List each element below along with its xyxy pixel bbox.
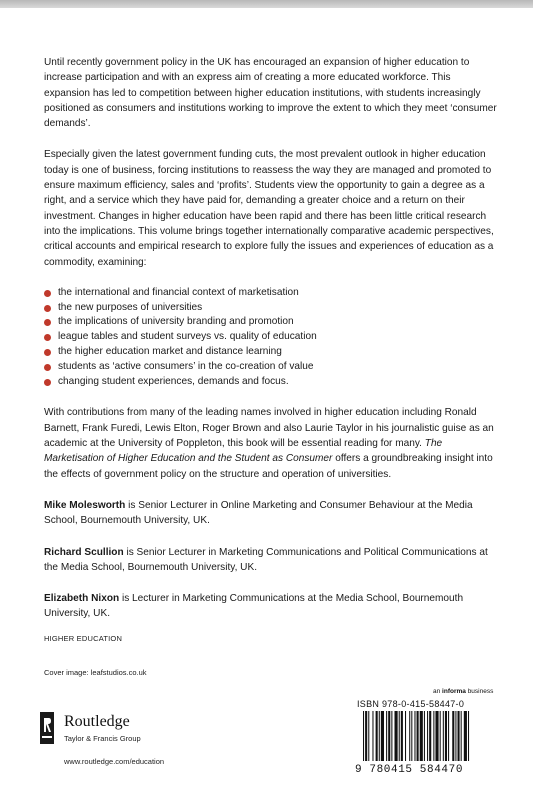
- author-name: Mike Molesworth: [44, 499, 126, 511]
- author-bio-text: is Senior Lecturer in Marketing Communications and Political Communications at the Media School, Bournemouth University, UK.: [44, 546, 488, 573]
- author-bio: [44, 545, 499, 576]
- list-item: [44, 301, 499, 316]
- list-item-text: students as ‘active consumers’ in the co-creation of value: [58, 360, 314, 372]
- author-name: Elizabeth Nixon: [44, 593, 120, 605]
- informa-prefix: an: [433, 688, 443, 695]
- list-item: [44, 360, 499, 375]
- bullet-dot-icon: [44, 379, 51, 386]
- book-title: The Marketisation of Higher Education and the Student as Consumer: [44, 438, 443, 465]
- list-item: [44, 345, 499, 360]
- bullet-dot-icon: [44, 349, 51, 356]
- bullet-dot-icon: [44, 319, 51, 326]
- list-item: [44, 375, 499, 390]
- cover-credit: Cover image: leafstudios.co.uk: [44, 668, 147, 677]
- paragraph-contributors: [44, 405, 499, 481]
- paragraph-intro: Until recently government policy in the UK has encouraged an expansion of higher education to increase participation and with an express aim of creating a more educated workforce. This expansion has led to competition between higher education institutions, with students increasingly positioned as consumers and institutions working to improve the extent to which they meet ‘consumer demands’.: [44, 57, 497, 130]
- informa-brand: informa: [442, 688, 466, 695]
- author-bio: [44, 498, 499, 529]
- author-name: Richard Scullion: [44, 546, 124, 558]
- subject-category: HIGHER EDUCATION: [44, 634, 123, 643]
- isbn-number: ISBN 978-0-415-58447-0: [357, 699, 465, 709]
- author-bio: [44, 591, 499, 622]
- informa-suffix: business: [465, 688, 494, 695]
- contributors-text-end: offers a groundbreaking insight into the effects of government policy on the structure and operation of universities.: [44, 453, 493, 480]
- list-item-text: the implications of university branding and promotion: [58, 316, 294, 328]
- top-edge: [0, 0, 533, 8]
- author-bio-text: is Lecturer in Marketing Communications at the Media School, Bournemouth University, UK.: [44, 593, 464, 620]
- informa-tagline: [433, 688, 493, 695]
- barcode-bars-icon: [355, 711, 501, 763]
- author-bio-text: is Senior Lecturer in Online Marketing and Consumer Behaviour at the Media School, Bournemouth University, UK.: [44, 499, 473, 527]
- list-item-text: changing student experiences, demands and focus.: [58, 375, 289, 387]
- blurb: [44, 55, 499, 638]
- publisher-website[interactable]: www.routledge.com/education: [64, 757, 165, 766]
- paragraph-context: Especially given the latest government funding cuts, the most prevalent outlook in higher education today is one of business, forcing institutions to reassess the way they are managed and promoted to ensure maximum efficiency, sales and ‘profits’. Students view the opportunity to gain a degree as a right, and a service which they have paid for, demanding a greater choice and a return on their investment. Changes in higher education have been rapid and there has been little critical research into the implications. This volume brings together internationally comparative academic perspectives, critical accounts and empirical research to explore fully the issues and experiences of education as a commodity, examining:: [44, 149, 494, 268]
- routledge-logo-icon: [40, 712, 54, 744]
- list-item: [44, 330, 499, 345]
- bullet-dot-icon: [44, 290, 51, 297]
- barcode-digits: 9 780415 584470: [355, 764, 464, 776]
- bullet-dot-icon: [44, 364, 51, 371]
- bullet-dot-icon: [44, 305, 51, 312]
- list-item-text: the higher education market and distance learning: [58, 346, 282, 358]
- publisher-group: Taylor & Francis Group: [64, 734, 141, 743]
- list-item-text: league tables and student surveys vs. quality of education: [58, 331, 317, 343]
- topic-list: [44, 286, 499, 390]
- bullet-dot-icon: [44, 334, 51, 341]
- list-item: [44, 286, 499, 301]
- publisher-name: Routledge: [64, 713, 130, 730]
- list-item: [44, 315, 499, 330]
- list-item-text: the new purposes of universities: [58, 301, 203, 313]
- contributors-text: With contributions from many of the leading names involved in higher education including Ronald Barnett, Frank Furedi, Lewis Elton, Roger Brown and also Laurie Taylor in his journalistic guise as an academic at the University of Poppleton, this book will be essential reading for many.: [44, 407, 494, 450]
- list-item-text: the international and financial context of marketisation: [58, 286, 299, 298]
